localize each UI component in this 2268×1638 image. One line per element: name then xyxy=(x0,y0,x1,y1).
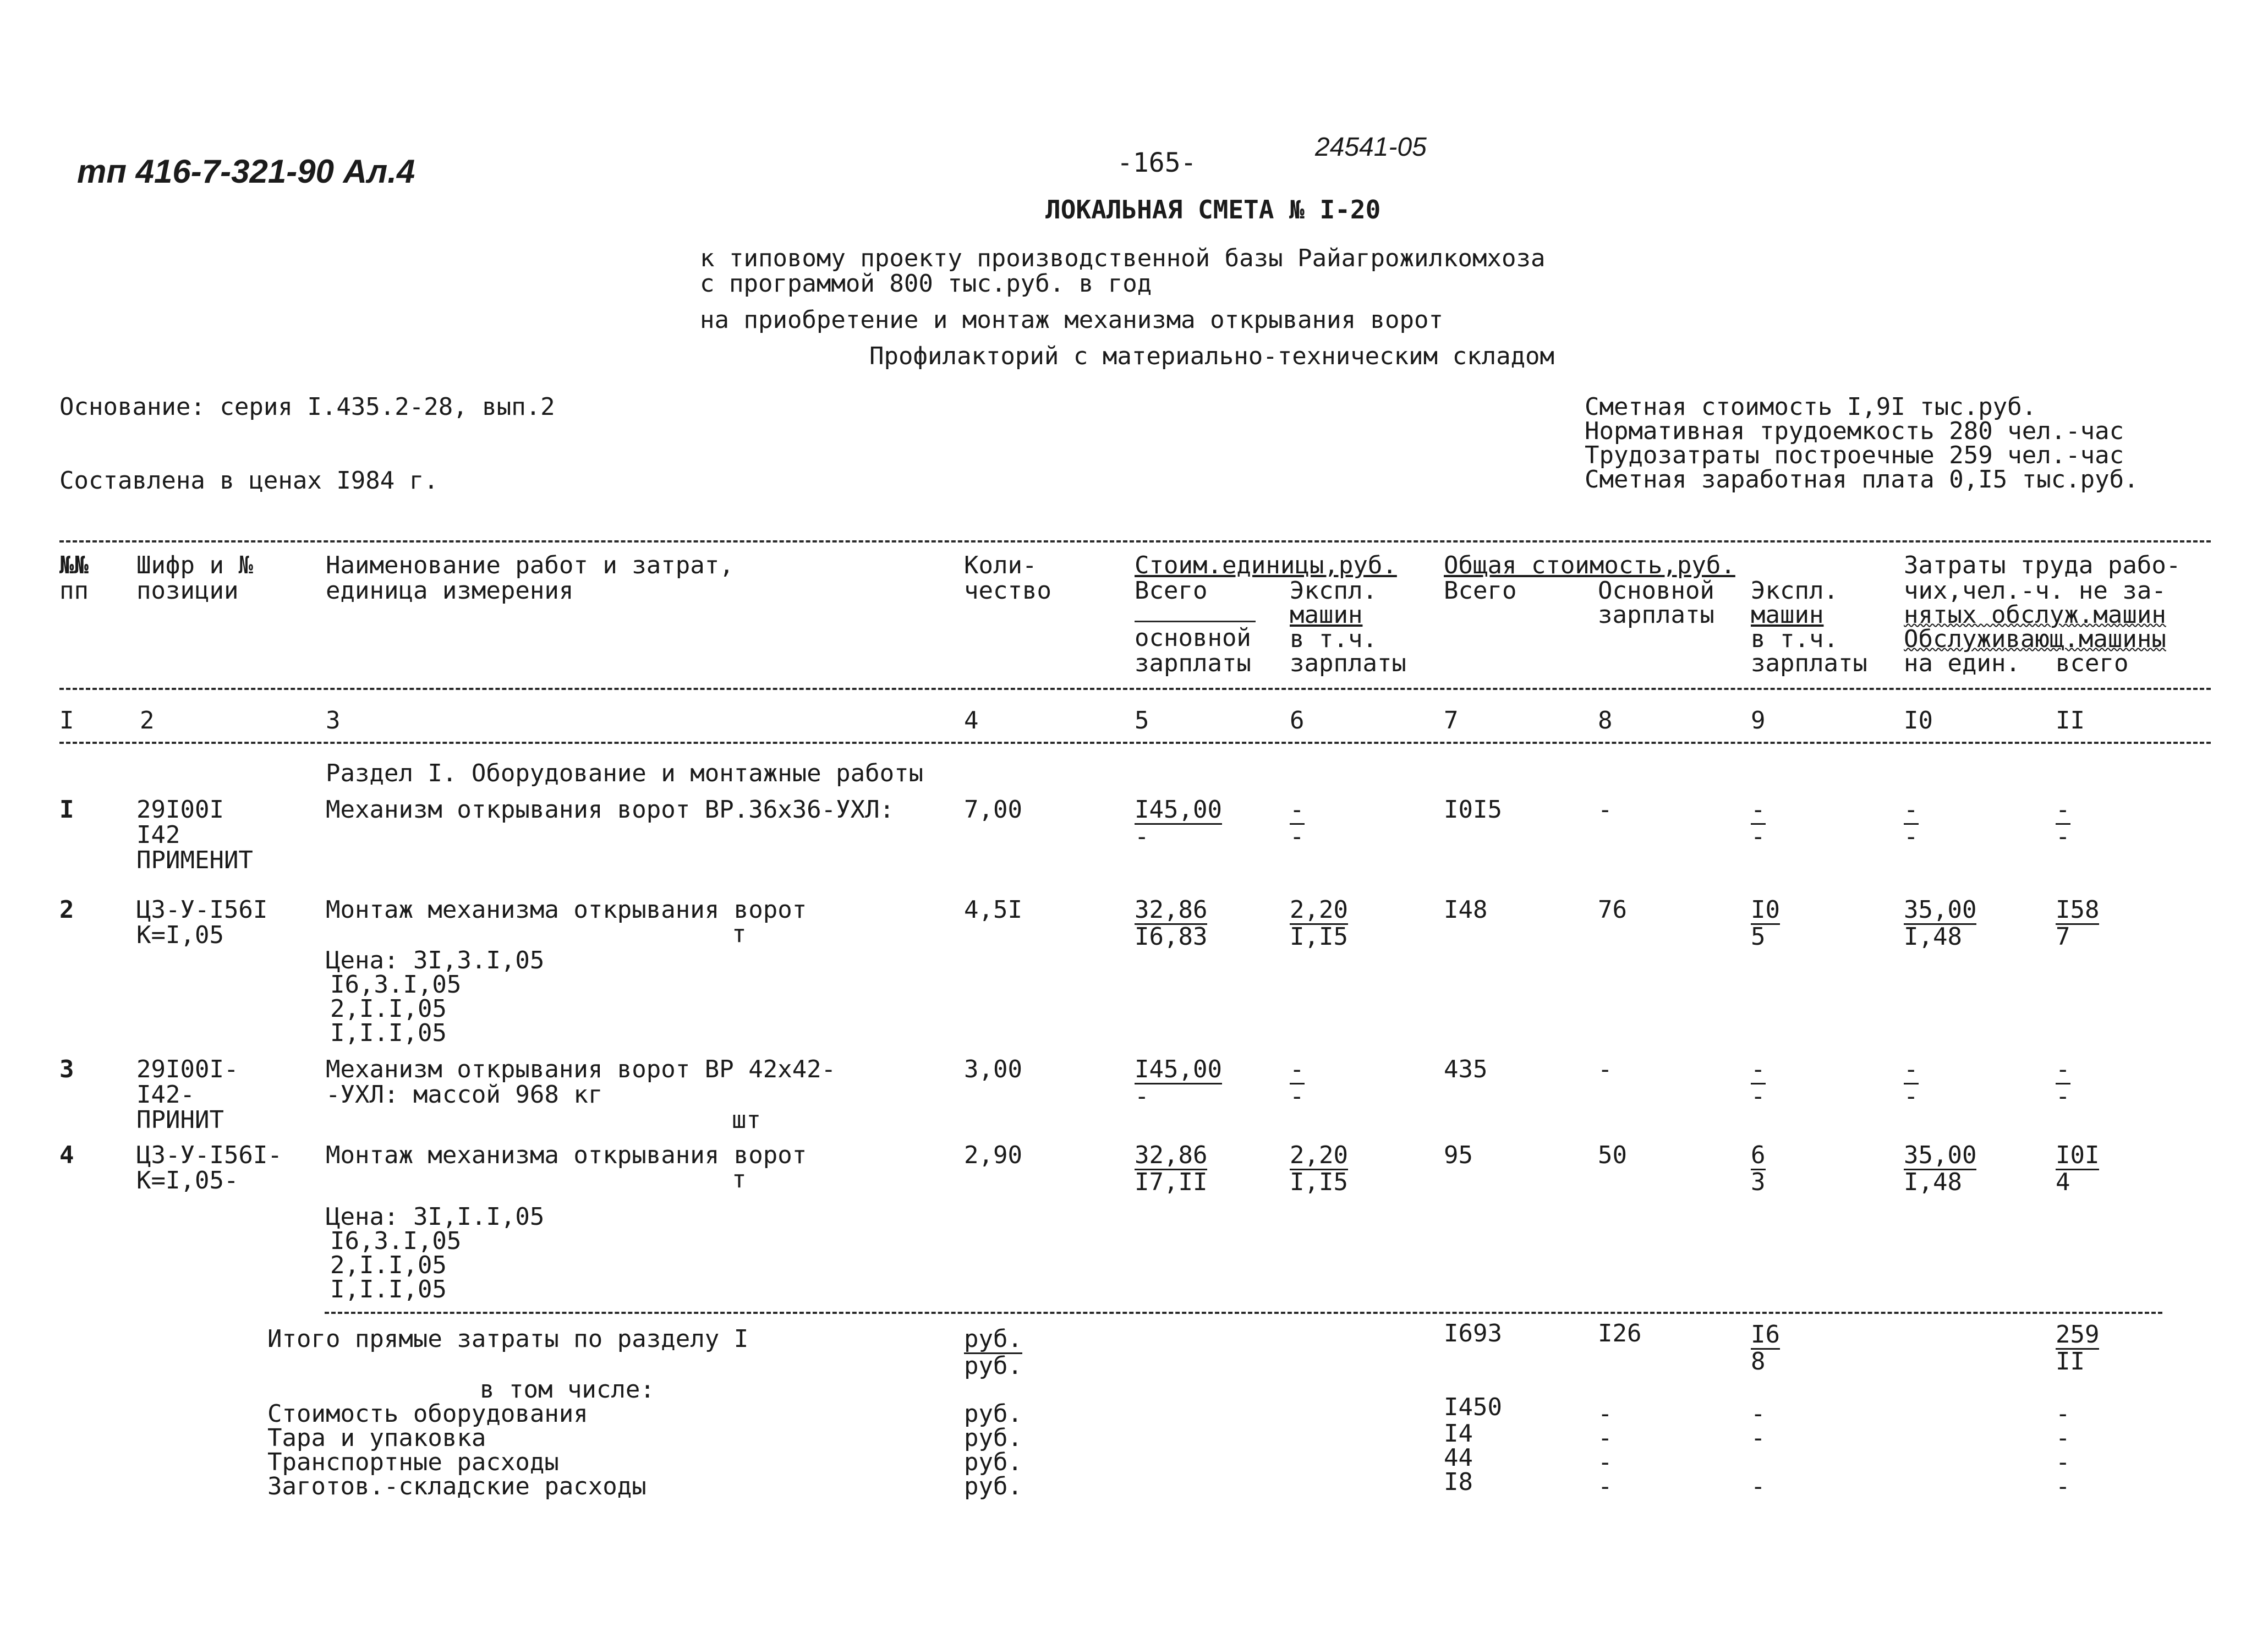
subtitle-object: Профилакторий с материально-техническим складом xyxy=(869,342,1555,370)
row3-wages: - xyxy=(1598,1055,1613,1083)
col6-label-3: в т.ч. xyxy=(1290,625,1377,653)
row1-machine-total: - - xyxy=(1751,796,1766,851)
col10-label: на един. xyxy=(1904,649,2020,677)
row4-labor-total: $\frac{I0I}{4}$ xyxy=(2056,1141,2100,1196)
row1-code: 29I00I xyxy=(136,796,224,824)
row1-code-3: ПРИМЕНИТ xyxy=(136,846,253,874)
row4-qty: 2,90 xyxy=(964,1141,1022,1169)
totals-total: I693 xyxy=(1444,1319,1502,1347)
summary-norm-labor: Нормативная трудоемкость 280 чел.-час xyxy=(1585,417,2124,445)
col-number-8: 8 xyxy=(1598,706,1613,735)
row2-labor-total: $\frac{I58}{7}$ xyxy=(2056,896,2100,951)
row3-name: Механизм открывания ворот ВР 42х42- xyxy=(326,1055,836,1083)
document-code: тп 416-7-321-90 Ал.4 xyxy=(77,153,415,190)
row2-price-3: 2,I.I,05 xyxy=(330,995,447,1023)
row2-price: Цена: 3I,3.I,05 xyxy=(326,946,545,974)
row3-labor-total: - - xyxy=(2056,1055,2070,1110)
row2-price-4: I,I.I,05 xyxy=(330,1019,447,1047)
row2-qty: 4,5I xyxy=(964,896,1022,924)
row3-code: 29I00I- xyxy=(136,1055,239,1083)
row3-unit: шт xyxy=(732,1106,761,1134)
row1-labor-total: - - xyxy=(2056,796,2070,851)
col9-label-3: в т.ч. xyxy=(1751,625,1838,653)
row4-wages: 50 xyxy=(1598,1141,1627,1169)
page-number: -165- xyxy=(1117,147,1197,178)
row3-machine-total: - - xyxy=(1751,1055,1766,1110)
row2-name: Монтаж механизма открывания ворот xyxy=(326,896,807,924)
col-name-label: Наименование работ и затрат, xyxy=(326,551,734,579)
total-cost-group-label: Общая стоимость,руб. xyxy=(1444,551,1735,579)
totals-item-storage-total: I8 xyxy=(1444,1468,1473,1496)
totals-rule xyxy=(325,1312,2162,1314)
totals-item-equipment: Стоимость оборудования xyxy=(267,1400,588,1428)
row1-unit-cost: I45,00 - xyxy=(1135,796,1222,851)
totals-label: Итого прямые затраты по разделу I xyxy=(267,1325,749,1353)
col5-label-3: зарплаты xyxy=(1135,649,1251,677)
row1-total: I0I5 xyxy=(1444,796,1502,824)
row4-price-3: 2,I.I,05 xyxy=(330,1251,447,1279)
totals-item-transport-unit: руб. xyxy=(964,1448,1022,1476)
totals-item-storage-labor: - xyxy=(2056,1472,2070,1500)
totals-item-equipment-machine: - xyxy=(1751,1400,1766,1428)
row3-qty: 3,00 xyxy=(964,1055,1022,1083)
col-qty-label-2: чество xyxy=(964,577,1051,605)
col8-label-2: зарплаты xyxy=(1598,601,1714,629)
row3-code-3: ПРИНИТ xyxy=(136,1106,224,1134)
row3-labor-unit: - - xyxy=(1904,1055,1919,1110)
col-qty-label: Коли- xyxy=(964,551,1037,579)
totals-item-storage-machine: - xyxy=(1751,1472,1766,1500)
row3-name-2: -УХЛ: массой 968 кг xyxy=(326,1081,603,1109)
col-number-1: I xyxy=(59,706,74,735)
row4-machine-cost: $\frac{2,20}{I,I5}$ xyxy=(1290,1141,1348,1196)
col-code-label: Шифр и № xyxy=(136,551,253,579)
totals-item-storage-unit: руб. xyxy=(964,1472,1022,1500)
col-number-6: 6 xyxy=(1290,706,1305,735)
totals-item-transport: Транспортные расходы xyxy=(267,1448,559,1476)
row1-name: Механизм открывания ворот ВР.36х36-УХЛ: xyxy=(326,796,895,824)
row2-total: I48 xyxy=(1444,896,1488,924)
totals-item-packaging-total: I4 xyxy=(1444,1420,1473,1448)
header-top-rule xyxy=(59,540,2211,543)
totals-unit: руб. руб. xyxy=(964,1325,1022,1380)
col8-label: Основной xyxy=(1598,577,1714,605)
subtitle-purpose: на приобретение и монтаж механизма открывания ворот xyxy=(700,306,1444,334)
row2-wages: 76 xyxy=(1598,896,1627,924)
col11-label: всего xyxy=(2056,649,2129,677)
totals-wages: I26 xyxy=(1598,1319,1642,1347)
row2-labor-unit: $\frac{35,00}{I,48}$ xyxy=(1904,896,1977,951)
labor-group-label-4: Обслуживающ.машины xyxy=(1904,625,2166,653)
row2-code: Ц3-У-I56I xyxy=(136,896,268,924)
totals-item-transport-labor: - xyxy=(2056,1448,2070,1476)
totals-item-transport-total: 44 xyxy=(1444,1444,1473,1472)
prices-text: Составлена в ценах I984 г. xyxy=(59,467,439,495)
col-number-5: 5 xyxy=(1135,706,1149,735)
col-number-11: II xyxy=(2056,706,2085,735)
col-number-7: 7 xyxy=(1444,706,1459,735)
totals-including: в том числе: xyxy=(480,1376,655,1404)
col-name-label-2: единица измерения xyxy=(326,577,574,605)
row4-price-2: I6,3.I,05 xyxy=(330,1227,462,1255)
totals-item-packaging: Тара и упаковка xyxy=(267,1424,486,1452)
totals-labor: $\frac{259}{II}$ xyxy=(2056,1321,2100,1376)
basis-text: Основание: серия I.435.2-28, вып.2 xyxy=(59,393,555,421)
header-middle-rule xyxy=(59,688,2211,690)
col7-label: Всего xyxy=(1444,577,1517,605)
row1-machine-cost: - - xyxy=(1290,796,1305,851)
section-title: Раздел I. Оборудование и монтажные работы xyxy=(326,759,924,787)
row1-labor-unit: - - xyxy=(1904,796,1919,851)
row3-num: 3 xyxy=(59,1055,74,1083)
totals-item-packaging-unit: руб. xyxy=(964,1424,1022,1452)
col5-label: Всего xyxy=(1135,577,1208,605)
row4-labor-unit: $\frac{35,00}{I,48}$ xyxy=(1904,1141,1977,1196)
row1-qty: 7,00 xyxy=(964,796,1022,824)
totals-item-packaging-machine: - xyxy=(1751,1424,1766,1452)
col-code-label-2: позиции xyxy=(136,577,239,605)
row1-wages: - xyxy=(1598,796,1613,824)
row4-code: Ц3-У-I56I- xyxy=(136,1141,282,1169)
row4-price: Цена: 3I,I.I,05 xyxy=(326,1203,545,1231)
header-bottom-rule xyxy=(59,742,2211,744)
totals-machine: $\frac{I6}{8}$ xyxy=(1751,1321,1780,1376)
totals-item-packaging-labor: - xyxy=(2056,1424,2070,1452)
row2-unit: т xyxy=(732,920,747,948)
row4-machine-total: $\frac{6}{3}$ xyxy=(1751,1141,1766,1196)
labor-group-label-3: нятых обслуж.машин xyxy=(1904,601,2166,629)
col6-label: Экспл. xyxy=(1290,577,1377,605)
document-title: ЛОКАЛЬНАЯ СМЕТА № I-20 xyxy=(1045,195,1381,224)
col-number-2: 2 xyxy=(140,706,155,735)
col9-label-2: машин xyxy=(1751,601,1824,629)
row4-total: 95 xyxy=(1444,1141,1473,1169)
col5-label-2: основной xyxy=(1135,624,1251,652)
subtitle-program: с программой 800 тыс.руб. в год xyxy=(700,270,1152,298)
col-num-label-2: пп xyxy=(59,577,89,605)
summary-site-labor: Трудозатраты построечные 259 чел.-час xyxy=(1585,441,2124,469)
row4-price-4: I,I.I,05 xyxy=(330,1275,447,1303)
totals-item-equipment-unit: руб. xyxy=(964,1400,1022,1428)
row4-code-2: К=I,05- xyxy=(136,1166,239,1195)
row2-price-2: I6,3.I,05 xyxy=(330,971,462,999)
col9-label-4: зарплаты xyxy=(1751,649,1867,677)
summary-wages: Сметная заработная плата 0,I5 тыс.руб. xyxy=(1585,465,2139,494)
col-number-9: 9 xyxy=(1751,706,1766,735)
col6-label-4: зарплаты xyxy=(1290,649,1406,677)
row3-unit-cost: I45,00 - xyxy=(1135,1055,1222,1110)
col-number-3: 3 xyxy=(326,706,341,735)
totals-item-storage-wages: - xyxy=(1598,1472,1613,1500)
row3-code-2: I42- xyxy=(136,1081,195,1109)
totals-item-packaging-wages: - xyxy=(1598,1424,1613,1452)
unit-cost-group-label: Стоим.единицы,руб. xyxy=(1135,551,1397,579)
row3-total: 435 xyxy=(1444,1055,1488,1083)
col-num-label: №№ xyxy=(59,551,89,579)
col-number-4: 4 xyxy=(964,706,979,735)
row4-num: 4 xyxy=(59,1141,74,1169)
row3-machine-cost: - - xyxy=(1290,1055,1305,1110)
totals-item-equipment-total: I450 xyxy=(1444,1393,1502,1421)
row2-machine-cost: $\frac{2,20}{I,I5}$ xyxy=(1290,896,1348,951)
row4-unit: т xyxy=(732,1165,747,1193)
subtitle-project: к типовому проекту производственной базы Райагрожилкомхоза xyxy=(700,244,1546,272)
col6-label-2: машин xyxy=(1290,601,1363,629)
row2-unit-cost: $\frac{32,86}{I6,83}$ xyxy=(1135,896,1208,951)
labor-group-label: Затраты труда рабо- xyxy=(1904,551,2181,579)
row4-name: Монтаж механизма открывания ворот xyxy=(326,1141,807,1169)
handwritten-note: 24541-05 xyxy=(1315,133,1427,162)
totals-item-storage: Заготов.-складские расходы xyxy=(267,1472,647,1500)
totals-item-equipment-labor: - xyxy=(2056,1400,2070,1428)
row2-code-2: К=I,05 xyxy=(136,921,224,949)
summary-cost: Сметная стоимость I,9I тыс.руб. xyxy=(1585,393,2037,421)
totals-item-transport-wages: - xyxy=(1598,1448,1613,1476)
totals-item-equipment-wages: - xyxy=(1598,1400,1613,1428)
labor-group-label-2: чих,чел.-ч. не за- xyxy=(1904,577,2166,605)
row2-num: 2 xyxy=(59,896,74,924)
row4-unit-cost: $\frac{32,86}{I7,II}$ xyxy=(1135,1141,1208,1196)
row1-num: I xyxy=(59,796,74,824)
col9-label: Экспл. xyxy=(1751,577,1838,605)
col5-divider xyxy=(1135,621,1256,622)
row2-machine-total: $\frac{I0}{5}$ xyxy=(1751,896,1780,951)
col-number-10: I0 xyxy=(1904,706,1933,735)
row1-code-2: I42 xyxy=(136,821,180,849)
